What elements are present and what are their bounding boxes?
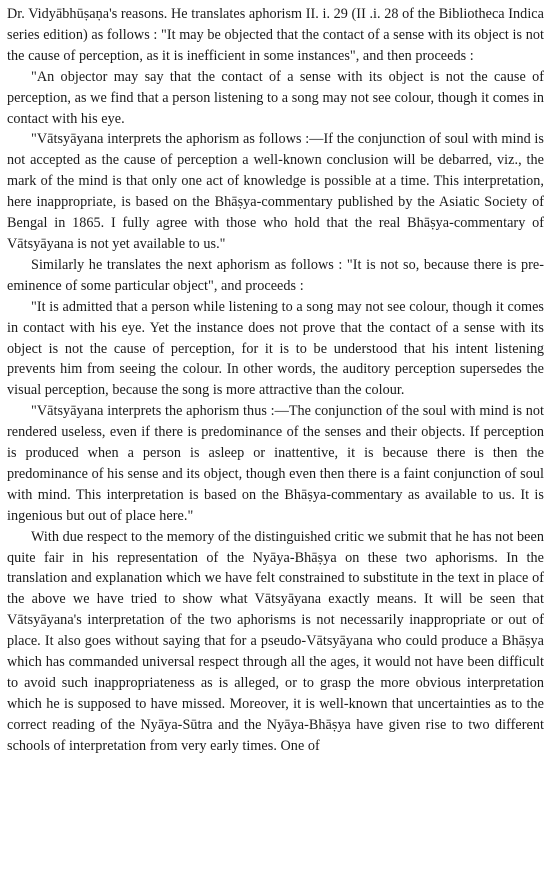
paragraph-next-aphorism: Similarly he translates the next aphorism as follows : "It is not so, because there is pre-eminence of some particular object", and proceeds : bbox=[7, 256, 544, 294]
paragraph-vidyabhusana-reasons: Dr. Vidyābhūṣaṇa's reasons. He translates aphorism II. i. 29 (II .i. 28 of the Bibliotheca Indica series edition) as follows : "It may be objected that the contact of a sense with its object is not the cause of perception, as it is inefficient in some instances", and then proceeds : bbox=[7, 6, 545, 64]
paragraph-objector-quote: "An objector may say that the contact of a sense with its object is not the cause of perception, as we find that a person listening to a song may not see colour, though it comes in contact with his eye. bbox=[7, 68, 544, 127]
paragraph-due-respect: With due respect to the memory of the distinguished critic we submit that he has not been quite fair in his representation of the Nyāya-Bhāṣya on these two aphorisms. In the translation and explanation which we have felt constrained to substitute in the text in place of the above we have tried to show what Vātsyāyana exactly means. It will be seen that Vātsyāyana's interpretation of the two aphorisms is not necessarily inappropriate or out of place. It also goes without saying that for a pseudo-Vātsyāyana who could produce a Bhāṣya which has commanded universal respect through all the ages, it would not have been difficult to avoid such inappropriateness as is alleged, or to grasp the more obvious interpretation which he is supposed to have missed. Moreover, it is well-known that uncertainties as to the correct reading of the Nyāya-Sūtra and the Nyāya-Bhāṣya have given rise to two different schools of interpretation from very early times. One of bbox=[7, 528, 544, 754]
paragraph-vatsyayana-interpretation-first: "Vātsyāyana interprets the aphorism as follows :—If the conjunction of soul with mind is not accepted as the cause of perception a well-known conclusion will be debarred, viz., the mark of the mind is that only one act of knowledge is possible at a time. This interpretation, here inappropriate, is based on the Bhāṣya-commentary published by the Asiatic Society of Bengal in 1865. I fully agree with those who hold that the real Bhāṣya-commentary of Vātsyāyana is not yet available to us." bbox=[7, 131, 544, 252]
paragraph-admitted-quote: "It is admitted that a person while listening to a song may not see colour, though it comes in contact with his eye. Yet the instance does not prove that the contact of a sense with its object is not the cause of perception, for it is to be understood that his intent listening prevents him from seeing the colour. In other words, the auditory perception supersedes the visual perception, because the song is more attractive than the colour. bbox=[7, 298, 544, 399]
paragraph-vatsyayana-interpretation-second: "Vātsyāyana interprets the aphorism thus :—The conjunction of the soul with mind is not rendered useless, even if there is predominance of the senses and their objects. If perception is produced when a person is asleep or inattentive, it is because there is then the predominance of his sense and its object, though even then there is a faint conjunction of soul with mind. This interpretation is based on the Bhāṣya-commentary as available to us. It is ingenious but out of place here." bbox=[7, 403, 544, 524]
